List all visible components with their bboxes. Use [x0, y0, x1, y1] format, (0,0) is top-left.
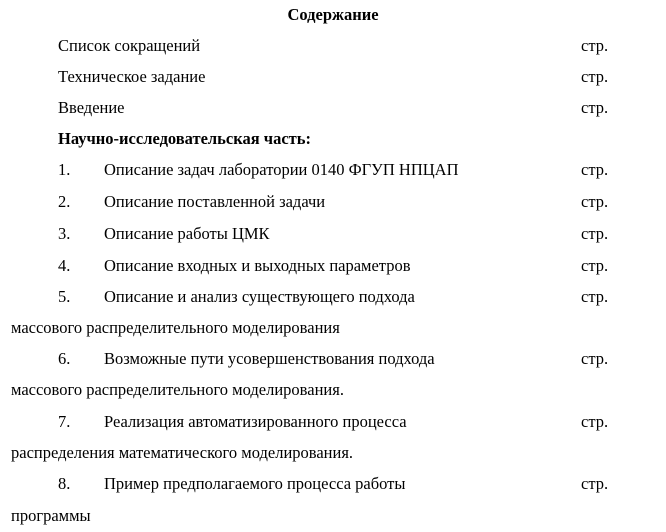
toc-item-page-ref: стр. — [581, 98, 609, 117]
toc-item-number: 4. — [58, 256, 71, 275]
toc-item-continuation: распределения математического моделирования. — [11, 443, 354, 462]
toc-item-continuation: массового распределительного моделирования. — [11, 380, 344, 399]
toc-item-number: 2. — [58, 192, 71, 211]
toc-item-page-ref: стр. — [581, 412, 609, 431]
toc-item-introduction: Введение — [58, 98, 125, 117]
toc-item-page-ref: стр. — [581, 287, 609, 306]
toc-item-number: 1. — [58, 160, 71, 179]
toc-item-label: Возможные пути усовершенствования подхода — [104, 349, 435, 368]
toc-item-page-ref: стр. — [581, 474, 609, 493]
toc-item-number: 3. — [58, 224, 71, 243]
toc-item-label: Описание и анализ существующего подхода — [104, 287, 415, 306]
toc-item-label: Описание входных и выходных параметров — [104, 256, 411, 275]
toc-item-continuation: программы — [11, 506, 91, 525]
toc-item-number: 8. — [58, 474, 71, 493]
toc-item-number: 5. — [58, 287, 71, 306]
toc-item-page-ref: стр. — [581, 160, 609, 179]
toc-item-technical-task: Техническое задание — [58, 67, 206, 86]
toc-item-page-ref: стр. — [581, 349, 609, 368]
toc-item-label: Реализация автоматизированного процесса — [104, 412, 407, 431]
toc-item-page-ref: стр. — [581, 36, 609, 55]
toc-item-page-ref: стр. — [581, 224, 609, 243]
toc-section-heading: Научно-исследовательская часть: — [58, 129, 311, 148]
toc-item-number: 6. — [58, 349, 71, 368]
toc-item-label: Пример предполагаемого процесса работы — [104, 474, 406, 493]
toc-item-abbreviations: Список сокращений — [58, 36, 201, 55]
toc-item-page-ref: стр. — [581, 256, 609, 275]
toc-item-label: Описание работы ЦМК — [104, 224, 270, 243]
toc-item-page-ref: стр. — [581, 192, 609, 211]
toc-item-number: 7. — [58, 412, 71, 431]
toc-item-page-ref: стр. — [581, 67, 609, 86]
toc-item-label: Описание поставленной задачи — [104, 192, 326, 211]
toc-title: Содержание — [287, 5, 379, 24]
toc-item-label: Описание задач лаборатории 0140 ФГУП НПЦАП — [104, 160, 459, 179]
toc-item-continuation: массового распределительного моделирования — [11, 318, 340, 337]
